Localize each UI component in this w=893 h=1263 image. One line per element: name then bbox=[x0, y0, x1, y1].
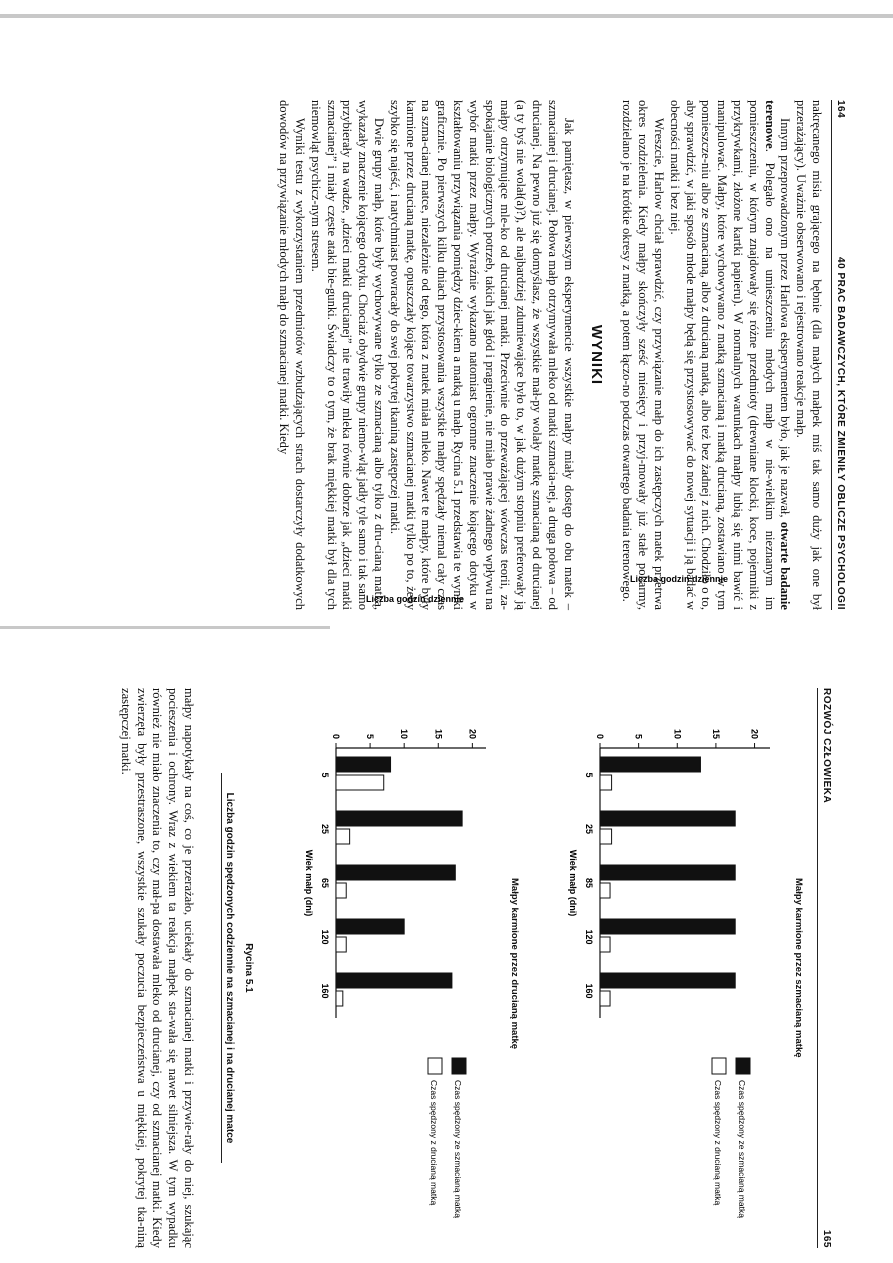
x-tick-label: 25 bbox=[320, 823, 330, 835]
bar-wire-mother bbox=[600, 991, 610, 1006]
page-number: 165 bbox=[821, 1229, 832, 1248]
y-tick-label: 10 bbox=[672, 728, 683, 739]
y-tick-label: 20 bbox=[749, 728, 760, 739]
bar-cloth-mother bbox=[336, 919, 404, 934]
paragraph-lead: Innym przeprowadzonym przez Harlowa eksperymentem było, jak je nazwał, bbox=[778, 118, 793, 518]
bar-chart bbox=[276, 594, 506, 1248]
x-axis-label: Wiek małp (dni) bbox=[568, 849, 578, 917]
bar-wire-mother bbox=[336, 775, 384, 790]
bar-wire-mother bbox=[336, 829, 350, 844]
x-tick-label: 65 bbox=[320, 877, 330, 889]
bar-wire-mother bbox=[600, 883, 610, 898]
chart-cloth-fed bbox=[534, 574, 804, 1248]
y-tick-label: 20 bbox=[467, 728, 478, 739]
x-tick-label: 120 bbox=[320, 929, 330, 945]
paragraph bbox=[666, 100, 792, 610]
chart-title: Małpy karmione przez drucianą matkę bbox=[509, 878, 520, 1050]
x-axis-label: Wiek małp (dni) bbox=[304, 849, 314, 917]
y-axis-label: Liczba godzin dziennie bbox=[366, 594, 465, 604]
bar-cloth-mother bbox=[600, 865, 735, 880]
paragraph: małpy napotykały na coś, co je przerażało, uciekały do szmacianej matki i przywie-rały do niej, szukając pocieszenia i ochrony. Wraz z wiekiem ta reakcja małpek sta-wała się nawet silniejsza. W tym wypadku również nie miało znaczenia to, czy mał-pa dostawała mleko od drucianej, czy od szmacianej matki. Kiedy zwierzęta były przestraszone, wszystkie szukały poczucia bezpieczeństwa u miękkiej, pokrytej tka-niną zastępczej matki. bbox=[118, 688, 196, 1248]
bar-wire-mother bbox=[336, 991, 343, 1006]
bar-cloth-mother bbox=[600, 973, 735, 988]
chart-title: Małpy karmione przez szmacianą matkę bbox=[793, 878, 804, 1058]
y-tick-label: 10 bbox=[399, 728, 410, 739]
bar-chart bbox=[540, 574, 790, 1248]
legend-label: Czas spędzony z drucianą matką bbox=[429, 1080, 439, 1206]
bar-wire-mother bbox=[600, 829, 612, 844]
bar-wire-mother bbox=[600, 775, 612, 790]
scan-edge-noise-top bbox=[0, 14, 893, 18]
bar-wire-mother bbox=[336, 937, 346, 952]
paragraph: nakręcanego misia grającego na bębnie (dla małych małpek miś tak samo duży jak one był przerażający). Uważnie obserwowano i rejestrowano reakcje małp. bbox=[794, 100, 824, 610]
paragraph: Wyniki testu z wykorzystaniem przedmiotów wzbudzających strach dostarczyły dodatkowych dowodów na przywiązanie młodych małp do szmacianej matki. Kiedy bbox=[277, 100, 308, 610]
y-tick-label: 0 bbox=[595, 733, 605, 739]
left-page-body bbox=[276, 100, 825, 610]
paragraph: Wreszcie, Harlow chciał sprawdzić, czy przywiązanie małp do ich zastępczych matek przetrwa okres rozdzielenia. Kiedy małpy skończyły sześć miesięcy i przyj-mowały już stałe pokarmy, rozdzielano je na krótkie okresy z matką, a potem łączo-no podczas otwartego badania terenowego. bbox=[620, 100, 667, 610]
left-page bbox=[46, 100, 846, 610]
y-tick-label: 0 bbox=[331, 733, 341, 739]
scan-edge-noise-middle bbox=[0, 626, 330, 629]
legend-swatch bbox=[736, 1058, 750, 1074]
x-tick-label: 5 bbox=[584, 772, 594, 778]
bold-term: otwarte badanie terenowe bbox=[762, 100, 793, 610]
paragraph: Jak pamiętasz, w pierwszym eksperymencie wszystkie małpy miały dostęp do obu matek – szmacianej i drucianej. Połowa małp otrzymywała mleko od matki szmacia-nej, a druga połowa – od drucianej. Na pewno już się domyślasz, że wszystkie mał-py wolały matkę szmacianą od drucianej (a ty byś nie wolał(a)?), ale najbardziej zdumiewające było to, w jak dużym stopniu preferowały ją małpy otrzymujące mle-ko od drucianej matki. Przeciwnie do przeważającej wówczas teorii, za-spokajanie biologicznych potrzeb, takich jak głód i pragnienie, nie miało prawie żadnego wpływu na wybór matki przez małpy. Wyraźnie wykazano natomiast ogromne znaczenie kojącego dotyku w kształtowaniu przywiązania pomiędzy dziec-kiem a matką u małp. Rycina 5.1 przedstawia te wyniki graficznie. Po pierwszych kilku dniach przystosowania wszystkie małpy spędzały niemal cały czas na szma-cianej matce, niezależnie od tego, która z matek miała mleko. Nawet te małpy, które były karmione przez drucianą matkę, opuszczały kojące towarzystwo szmacianej matki tylko po to, żeby szybko się najeść, i natychmiast powracały do swej pokrytej tkaniną zastępczej matki. bbox=[387, 100, 576, 610]
right-page bbox=[37, 574, 832, 1248]
legend-label: Czas spędzony ze szmacianą matką bbox=[453, 1080, 463, 1218]
paragraph-rest: . Polegało ono na umieszczeniu młodych małp w nie-wielkim nieznanym im pomieszczeniu, w którym znajdowały się różne przedmioty (drewniane klocki, koce, pojemniki z przykrywkami, złożone kartki papieru). W normalnych warunkach małpy lubią się nimi bawić i manipulować. Małpy, które wychowywano z matką szmacianą i matką drucianą, zostawiano w tym pomieszcze-niu albo ze szmacianą, albo z drucianą matką, albo też bez żadnej z nich. Chodziło o to, aby sprawdzić, w jaki sposób młode małpy będą się przystosowywać do nowej sytuacji i ją badać w obecności matki i bez niej. bbox=[667, 100, 777, 610]
x-tick-label: 120 bbox=[584, 929, 594, 945]
bar-cloth-mother bbox=[336, 811, 462, 826]
x-tick-label: 160 bbox=[584, 983, 594, 999]
right-page-header bbox=[817, 688, 832, 1248]
left-page-header bbox=[831, 100, 846, 610]
bar-cloth-mother bbox=[336, 865, 455, 880]
x-tick-label: 160 bbox=[320, 983, 330, 999]
bar-cloth-mother bbox=[600, 757, 700, 772]
x-tick-label: 25 bbox=[584, 823, 594, 835]
right-page-body bbox=[117, 688, 196, 1248]
bar-cloth-mother bbox=[336, 757, 391, 772]
y-tick-label: 15 bbox=[710, 728, 721, 739]
figure-caption-block bbox=[221, 688, 254, 1248]
y-tick-label: 5 bbox=[633, 733, 644, 739]
figure-caption: Liczba godzin spędzonych codziennie na szmacianej i na drucianej matce bbox=[221, 773, 235, 1164]
bar-cloth-mother bbox=[600, 919, 735, 934]
bar-cloth-mother bbox=[600, 811, 735, 826]
legend-label: Czas spędzony ze szmacianą matką bbox=[737, 1080, 747, 1218]
legend-swatch bbox=[452, 1058, 466, 1074]
section-heading: WYNIKI bbox=[587, 324, 605, 386]
y-tick-label: 5 bbox=[365, 733, 376, 739]
bar-wire-mother bbox=[336, 883, 346, 898]
y-tick-label: 15 bbox=[433, 728, 444, 739]
legend-label: Czas spędzony z drucianą matką bbox=[713, 1080, 723, 1206]
paragraph: Dwie grupy małp, które były wychowywane tylko ze szmacianą albo tylko z dru-cianą matką, wykazały znaczenie kojącego dotyku. Chociaż obydwie grupy niemo-wląt jadły tyle samo i tak samo przybierały na wadze, „dzieci matki drucianej” nie trawiły mleka równie dobrze jak „dzieci matki szmacianej” i miały częste ataki bie-gunki. Świadczy to o tym, że brak miękkiej matki był dla tych niemowląt psychicz-nym stresem. bbox=[308, 100, 387, 610]
bar-cloth-mother bbox=[336, 973, 452, 988]
x-tick-label: 5 bbox=[320, 772, 330, 778]
x-tick-label: 85 bbox=[584, 877, 594, 889]
legend-swatch bbox=[428, 1058, 442, 1074]
bar-wire-mother bbox=[600, 937, 610, 952]
running-title: 40 PRAC BADAWCZYCH, KTÓRE ZMIENIŁY OBLICZE PSYCHOLOGII bbox=[835, 257, 846, 610]
y-axis-label: Liczba godzin dziennie bbox=[630, 574, 729, 584]
page-number: 164 bbox=[835, 100, 846, 119]
chart-wire-fed bbox=[260, 594, 520, 1248]
running-title: ROZWÓJ CZŁOWIEKA bbox=[821, 688, 832, 804]
legend-swatch bbox=[712, 1058, 726, 1074]
figure-label: Rycina 5.1 bbox=[243, 943, 254, 993]
